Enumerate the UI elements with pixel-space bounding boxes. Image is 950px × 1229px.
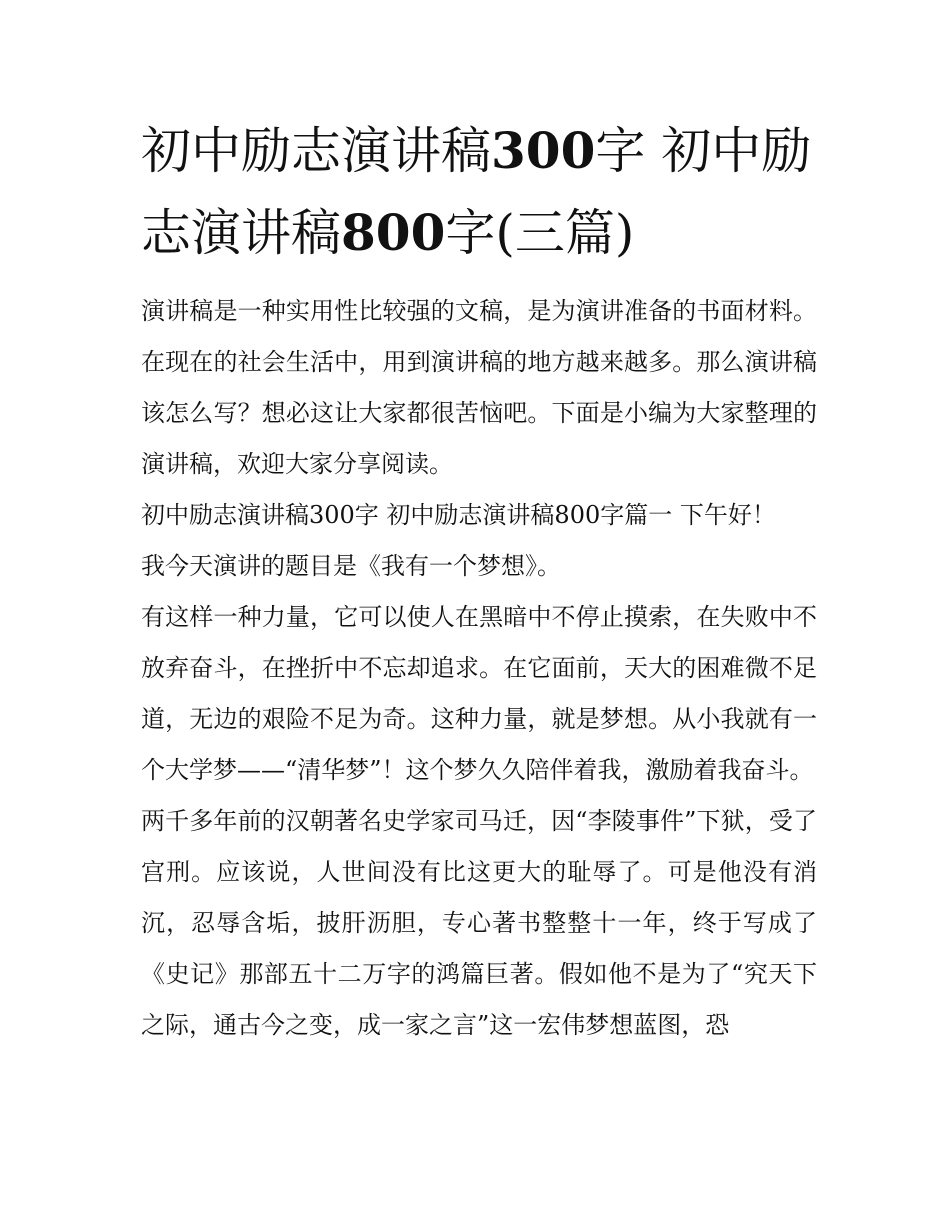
paragraph-section-heading: 初中励志演讲稿300字 初中励志演讲稿800字篇一 下午好！ [141, 501, 776, 529]
paragraph-dream-power: 有这样一种力量，它可以使人在黑暗中不停止摸索，在失败中不放弃奋斗，在挫折中不忘却追求。在它面前，天大的困难微不足道，无边的艰险不足为奇。这种力量，就是梦想。从小我就有一个大学梦——“清华梦”！这个梦久久陪伴着我，激励着我奋斗。 [141, 603, 817, 784]
paragraph-intro: 演讲稿是一种实用性比较强的文稿，是为演讲准备的书面材料。在现在的社会生活中，用到演讲稿的地方越来越多。那么演讲稿该怎么写？想必这让大家都很苦恼吧。下面是小编为大家整理的演讲稿，欢迎大家分享阅读。 [141, 297, 817, 478]
paragraph-sima-qian: 两千多年前的汉朝著名史学家司马迁，因“李陵事件”下狱，受了宫刑。应该说，人世间没有比这更大的耻辱了。可是他没有消沉，忍辱含垢，披肝沥胆，专心著书整整十一年，终于写成了《史记》那部五十二万字的鸿篇巨著。假如他不是为了“究天下之际，通古今之变，成一家之言”这一宏伟梦想蓝图，恐 [141, 807, 817, 1039]
paragraph-speech-topic: 我今天演讲的题目是《我有一个梦想》。 [141, 552, 561, 580]
document-title: 初中励志演讲稿300字 初中励志演讲稿800字(三篇) [141, 121, 812, 262]
document-page [141, 110, 817, 1051]
